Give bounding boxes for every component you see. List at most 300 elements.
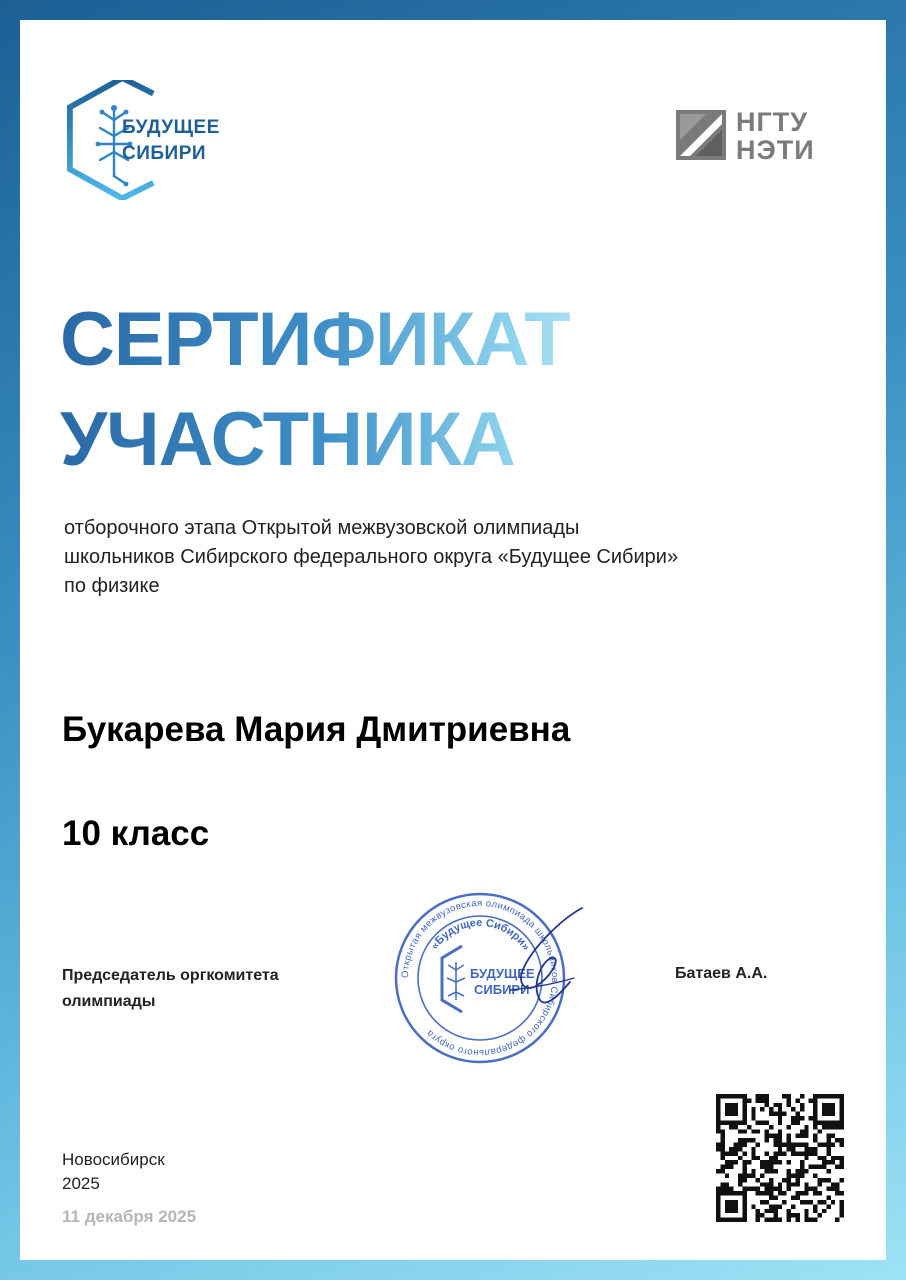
qr-module xyxy=(720,1165,724,1169)
qr-module xyxy=(773,1112,777,1116)
qr-module xyxy=(734,1120,738,1124)
qr-module xyxy=(760,1182,764,1186)
qr-module xyxy=(760,1213,764,1217)
qr-module xyxy=(716,1213,720,1217)
qr-module xyxy=(756,1213,760,1217)
qr-module xyxy=(742,1178,746,1182)
qr-module xyxy=(791,1147,795,1151)
qr-module xyxy=(778,1187,782,1191)
qr-module xyxy=(778,1147,782,1151)
qr-module xyxy=(738,1173,742,1177)
stamp-center-line-2: СИБИРИ xyxy=(474,982,530,997)
qr-module xyxy=(813,1103,817,1107)
qr-module xyxy=(725,1160,729,1164)
qr-module xyxy=(738,1156,742,1160)
qr-module xyxy=(742,1116,746,1120)
qr-module xyxy=(795,1120,799,1124)
title-line-1: СЕРТИФИКАТ xyxy=(60,297,570,382)
qr-module xyxy=(773,1218,777,1222)
qr-module xyxy=(738,1218,742,1222)
qr-module xyxy=(742,1209,746,1213)
qr-module xyxy=(840,1094,844,1098)
qr-module xyxy=(800,1165,804,1169)
qr-module xyxy=(720,1120,724,1124)
qr-module xyxy=(742,1173,746,1177)
qr-module xyxy=(787,1147,791,1151)
qr-module xyxy=(760,1160,764,1164)
qr-module xyxy=(813,1098,817,1102)
qr-module xyxy=(791,1120,795,1124)
qr-module xyxy=(800,1169,804,1173)
qr-module xyxy=(831,1103,835,1107)
qr-module xyxy=(760,1094,764,1098)
qr-module xyxy=(742,1120,746,1124)
participant-name: Букарева Мария Дмитриевна xyxy=(62,710,571,749)
qr-module xyxy=(773,1160,777,1164)
ngtu-line-1: НГТУ xyxy=(736,107,809,137)
qr-module xyxy=(773,1169,777,1173)
qr-module xyxy=(813,1116,817,1120)
qr-module xyxy=(809,1165,813,1169)
qr-module xyxy=(769,1187,773,1191)
qr-module xyxy=(760,1191,764,1195)
qr-module xyxy=(720,1129,724,1133)
qr-module xyxy=(734,1143,738,1147)
qr-module xyxy=(725,1103,729,1107)
qr-module xyxy=(826,1178,830,1182)
qr-module xyxy=(725,1204,729,1208)
budushchee-sibiri-wordmark xyxy=(122,115,262,167)
qr-module xyxy=(742,1103,746,1107)
qr-module xyxy=(840,1112,844,1116)
qr-module xyxy=(804,1129,808,1133)
qr-module xyxy=(787,1160,791,1164)
qr-module xyxy=(826,1160,830,1164)
subtitle-line-2: школьников Сибирского федерального округа «Будущее Сибири» xyxy=(64,546,679,568)
qr-module xyxy=(725,1182,729,1186)
qr-module xyxy=(800,1134,804,1138)
signer-name: Батаев А.А. xyxy=(675,965,768,982)
qr-module xyxy=(778,1129,782,1133)
qr-module xyxy=(818,1129,822,1133)
qr-module xyxy=(800,1160,804,1164)
qr-module xyxy=(742,1112,746,1116)
qr-module xyxy=(756,1209,760,1213)
qr-module xyxy=(835,1191,839,1195)
qr-module xyxy=(818,1156,822,1160)
chair-line-2: олимпиады xyxy=(62,993,156,1010)
qr-module xyxy=(804,1218,808,1222)
qr-module xyxy=(822,1143,826,1147)
qr-module xyxy=(826,1151,830,1155)
qr-module xyxy=(756,1120,760,1124)
qr-module xyxy=(751,1151,755,1155)
qr-module xyxy=(800,1151,804,1155)
qr-module xyxy=(800,1116,804,1120)
qr-module xyxy=(787,1143,791,1147)
qr-module xyxy=(734,1160,738,1164)
qr-module xyxy=(720,1143,724,1147)
qr-module xyxy=(725,1191,729,1195)
qr-module xyxy=(800,1107,804,1111)
qr-module xyxy=(716,1098,720,1102)
qr-module xyxy=(826,1187,830,1191)
qr-module xyxy=(804,1182,808,1186)
qr-module xyxy=(782,1094,786,1098)
qr-module xyxy=(809,1187,813,1191)
qr-module xyxy=(742,1204,746,1208)
qr-module xyxy=(778,1191,782,1195)
qr-module xyxy=(804,1151,808,1155)
qr-module xyxy=(751,1116,755,1120)
qr-module xyxy=(738,1094,742,1098)
qr-module xyxy=(822,1103,826,1107)
qr-module xyxy=(742,1218,746,1222)
qr-module xyxy=(769,1196,773,1200)
qr-module xyxy=(716,1187,720,1191)
qr-module xyxy=(769,1134,773,1138)
qr-module xyxy=(747,1187,751,1191)
qr-module xyxy=(835,1187,839,1191)
qr-module xyxy=(742,1196,746,1200)
qr-module xyxy=(840,1125,844,1129)
qr-module xyxy=(795,1196,799,1200)
qr-module xyxy=(800,1143,804,1147)
qr-module xyxy=(765,1151,769,1155)
qr-module xyxy=(751,1187,755,1191)
qr-module xyxy=(822,1156,826,1160)
qr-module xyxy=(818,1182,822,1186)
qr-module xyxy=(756,1094,760,1098)
subtitle-line-1: отборочного этапа Открытой межвузовской олимпиады xyxy=(64,517,580,539)
qr-module xyxy=(738,1120,742,1124)
qr-module xyxy=(751,1107,755,1111)
qr-module xyxy=(813,1191,817,1195)
qr-module xyxy=(791,1173,795,1177)
qr-module xyxy=(742,1138,746,1142)
qr-module xyxy=(800,1173,804,1177)
qr-module xyxy=(751,1169,755,1173)
qr-module xyxy=(716,1103,720,1107)
qr-module xyxy=(835,1120,839,1124)
qr-module xyxy=(765,1165,769,1169)
qr-module xyxy=(742,1143,746,1147)
qr-module xyxy=(742,1191,746,1195)
qr-module xyxy=(734,1218,738,1222)
certificate-page xyxy=(20,20,886,1260)
qr-module xyxy=(804,1191,808,1195)
qr-module xyxy=(795,1218,799,1222)
qr-module xyxy=(782,1112,786,1116)
qr-module xyxy=(720,1094,724,1098)
qr-module xyxy=(725,1151,729,1155)
qr-module xyxy=(734,1094,738,1098)
qr-module xyxy=(787,1098,791,1102)
qr-module xyxy=(725,1112,729,1116)
qr-module xyxy=(742,1094,746,1098)
qr-module xyxy=(751,1204,755,1208)
qr-module xyxy=(720,1151,724,1155)
qr-module xyxy=(747,1098,751,1102)
qr-module xyxy=(795,1116,799,1120)
qr-module xyxy=(716,1169,720,1173)
logo-line-2: СИБИРИ xyxy=(122,143,207,164)
qr-module xyxy=(822,1125,826,1129)
qr-module xyxy=(725,1120,729,1124)
qr-module xyxy=(840,1209,844,1213)
qr-module xyxy=(831,1112,835,1116)
qr-module xyxy=(826,1138,830,1142)
qr-module xyxy=(818,1213,822,1217)
qr-module xyxy=(813,1147,817,1151)
qr-module xyxy=(840,1178,844,1182)
qr-module xyxy=(826,1204,830,1208)
qr-module xyxy=(769,1218,773,1222)
issue-year: 2025 xyxy=(62,1174,100,1193)
qr-module xyxy=(791,1143,795,1147)
qr-module xyxy=(800,1129,804,1133)
qr-module xyxy=(822,1209,826,1213)
qr-module xyxy=(795,1173,799,1177)
qr-module xyxy=(725,1094,729,1098)
qr-module xyxy=(720,1156,724,1160)
qr-module xyxy=(720,1169,724,1173)
qr-module xyxy=(813,1187,817,1191)
qr-module xyxy=(729,1120,733,1124)
qr-module xyxy=(787,1182,791,1186)
qr-module xyxy=(725,1165,729,1169)
qr-module xyxy=(751,1156,755,1160)
qr-module xyxy=(826,1147,830,1151)
qr-module xyxy=(716,1120,720,1124)
qr-module xyxy=(725,1200,729,1204)
qr-module xyxy=(835,1125,839,1129)
qr-module xyxy=(831,1125,835,1129)
qr-module xyxy=(760,1098,764,1102)
subtitle-line-3: по физике xyxy=(64,575,160,597)
qr-module xyxy=(804,1147,808,1151)
qr-module xyxy=(716,1094,720,1098)
title-line-2: УЧАСТНИКА xyxy=(60,397,515,482)
qr-module xyxy=(720,1134,724,1138)
qr-module xyxy=(734,1107,738,1111)
qr-module xyxy=(840,1143,844,1147)
qr-module xyxy=(831,1094,835,1098)
qr-module xyxy=(769,1191,773,1195)
qr-module xyxy=(729,1147,733,1151)
qr-module xyxy=(800,1200,804,1204)
qr-module xyxy=(725,1187,729,1191)
qr-module xyxy=(787,1103,791,1107)
qr-module xyxy=(818,1178,822,1182)
stamp-ring-text: Открытая межвузовская олимпиада школьников Сибирского федерального округа xyxy=(399,897,561,1059)
qr-module xyxy=(826,1196,830,1200)
qr-module xyxy=(729,1200,733,1204)
qr-module xyxy=(835,1165,839,1169)
qr-module xyxy=(822,1094,826,1098)
qr-module xyxy=(769,1125,773,1129)
qr-module xyxy=(729,1191,733,1195)
qr-module xyxy=(773,1103,777,1107)
qr-module xyxy=(760,1200,764,1204)
qr-module xyxy=(725,1218,729,1222)
qr-module xyxy=(818,1165,822,1169)
qr-module xyxy=(778,1204,782,1208)
qr-module xyxy=(778,1138,782,1142)
qr-module xyxy=(769,1107,773,1111)
qr-module xyxy=(769,1156,773,1160)
qr-module xyxy=(809,1098,813,1102)
qr-module xyxy=(716,1196,720,1200)
qr-module xyxy=(765,1209,769,1213)
qr-module xyxy=(804,1134,808,1138)
qr-module xyxy=(716,1147,720,1151)
qr-module xyxy=(751,1112,755,1116)
qr-module xyxy=(765,1138,769,1142)
qr-module xyxy=(795,1143,799,1147)
qr-module xyxy=(840,1156,844,1160)
qr-module xyxy=(760,1120,764,1124)
qr-code[interactable] xyxy=(716,1094,844,1222)
qr-module xyxy=(782,1143,786,1147)
qr-module xyxy=(742,1151,746,1155)
qr-module xyxy=(840,1116,844,1120)
qr-module xyxy=(773,1213,777,1217)
qr-module xyxy=(835,1182,839,1186)
qr-module xyxy=(760,1107,764,1111)
qr-module xyxy=(765,1187,769,1191)
qr-module xyxy=(800,1191,804,1195)
qr-module xyxy=(716,1129,720,1133)
qr-module xyxy=(747,1138,751,1142)
qr-module xyxy=(813,1165,817,1169)
qr-module xyxy=(809,1151,813,1155)
qr-module xyxy=(729,1112,733,1116)
qr-module xyxy=(756,1156,760,1160)
qr-module xyxy=(787,1173,791,1177)
qr-module xyxy=(840,1120,844,1124)
qr-module xyxy=(716,1200,720,1204)
qr-module xyxy=(804,1143,808,1147)
qr-module xyxy=(769,1165,773,1169)
qr-module xyxy=(831,1156,835,1160)
qr-module xyxy=(769,1160,773,1164)
qr-module xyxy=(720,1218,724,1222)
qr-module xyxy=(835,1094,839,1098)
qr-module xyxy=(778,1134,782,1138)
qr-module xyxy=(773,1143,777,1147)
qr-module xyxy=(826,1120,830,1124)
qr-module xyxy=(734,1209,738,1213)
qr-module xyxy=(720,1182,724,1186)
qr-module xyxy=(738,1147,742,1151)
qr-module xyxy=(831,1182,835,1186)
qr-module xyxy=(787,1209,791,1213)
qr-module xyxy=(826,1107,830,1111)
qr-module xyxy=(773,1209,777,1213)
qr-module xyxy=(787,1169,791,1173)
qr-module xyxy=(765,1098,769,1102)
certificate-subtitle xyxy=(64,514,864,601)
qr-module xyxy=(742,1160,746,1164)
qr-module xyxy=(716,1191,720,1195)
qr-module xyxy=(765,1103,769,1107)
qr-module xyxy=(822,1107,826,1111)
ngtu-neti-logo xyxy=(676,108,846,168)
qr-module xyxy=(725,1173,729,1177)
qr-module xyxy=(840,1204,844,1208)
qr-module xyxy=(756,1129,760,1133)
qr-module xyxy=(787,1218,791,1222)
qr-module xyxy=(778,1151,782,1155)
qr-module xyxy=(765,1169,769,1173)
qr-module xyxy=(773,1138,777,1142)
qr-module xyxy=(835,1138,839,1142)
qr-module xyxy=(840,1103,844,1107)
qr-module xyxy=(804,1209,808,1213)
qr-module xyxy=(760,1173,764,1177)
qr-module xyxy=(729,1165,733,1169)
qr-module xyxy=(751,1173,755,1177)
qr-module xyxy=(734,1191,738,1195)
qr-module xyxy=(738,1138,742,1142)
qr-module xyxy=(729,1160,733,1164)
qr-module xyxy=(729,1107,733,1111)
qr-module xyxy=(787,1178,791,1182)
qr-module xyxy=(734,1147,738,1151)
qr-module xyxy=(822,1200,826,1204)
qr-module xyxy=(729,1103,733,1107)
qr-module xyxy=(773,1156,777,1160)
qr-module xyxy=(756,1218,760,1222)
qr-module xyxy=(795,1178,799,1182)
qr-module xyxy=(787,1138,791,1142)
qr-module xyxy=(720,1191,724,1195)
qr-module xyxy=(725,1209,729,1213)
qr-module xyxy=(773,1134,777,1138)
qr-module xyxy=(765,1129,769,1133)
qr-module xyxy=(822,1112,826,1116)
qr-module xyxy=(716,1204,720,1208)
qr-module xyxy=(760,1165,764,1169)
qr-module xyxy=(804,1169,808,1173)
chair-line-1: Председатель оргкомитета xyxy=(62,967,279,984)
qr-module xyxy=(765,1218,769,1222)
qr-module xyxy=(818,1200,822,1204)
qr-module xyxy=(822,1160,826,1164)
qr-module xyxy=(729,1204,733,1208)
qr-module xyxy=(778,1116,782,1120)
qr-module xyxy=(818,1120,822,1124)
qr-module xyxy=(809,1200,813,1204)
qr-module xyxy=(831,1107,835,1111)
qr-module xyxy=(742,1200,746,1204)
qr-module xyxy=(751,1129,755,1133)
qr-module xyxy=(804,1213,808,1217)
qr-module xyxy=(835,1218,839,1222)
qr-module xyxy=(787,1094,791,1098)
qr-module xyxy=(800,1094,804,1098)
qr-module xyxy=(826,1143,830,1147)
qr-module xyxy=(804,1187,808,1191)
qr-module xyxy=(738,1182,742,1186)
qr-module xyxy=(813,1173,817,1177)
qr-module xyxy=(818,1191,822,1195)
qr-module xyxy=(756,1187,760,1191)
qr-module xyxy=(791,1213,795,1217)
qr-module xyxy=(831,1143,835,1147)
qr-module xyxy=(742,1129,746,1133)
